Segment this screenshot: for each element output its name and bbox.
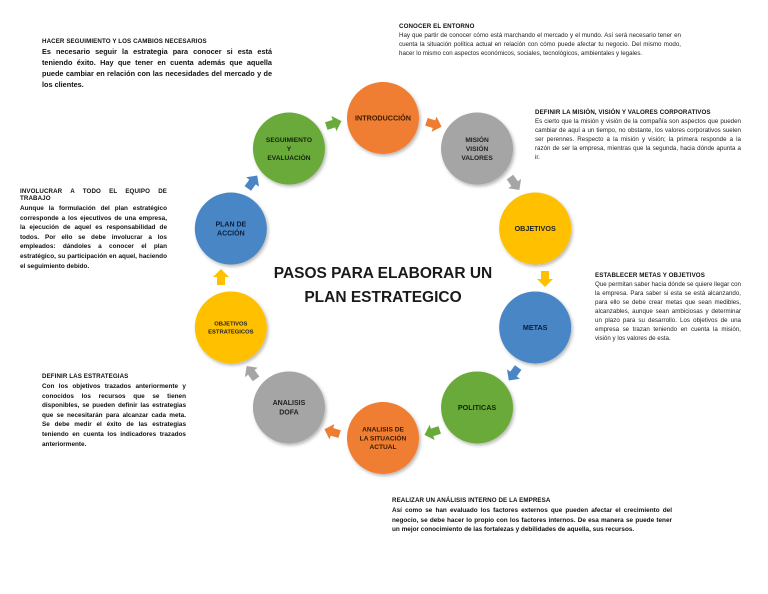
cycle-arrow-mision — [503, 172, 525, 194]
node-label-seguimiento-2: Y — [286, 145, 292, 153]
node-label-seguimiento-3: EVALUACIÓN — [267, 154, 311, 162]
node-plan-accion — [195, 193, 267, 265]
note-estrategias — [42, 373, 186, 449]
node-objetivos — [499, 193, 571, 265]
note-interno-body: Así como se han evaluado los factores externos que pueden afectar el crecimiento del negocio, se debe hacer lo propio con los factores internos. De esa manera se puede tener un mejor conocimiento de las fortalezas y debilidades de aquella, sus recursos. — [392, 507, 672, 534]
node-label-objetivos-estrategicos-2: ESTRATEGICOS — [208, 329, 254, 336]
note-mision-body: Es cierto que la misión y visión de la compañía son aspectos que pueden cambiar de aquí a un tiempo, no obstante, los valores corporativos suelen ser perennes. Respecto a la misión y visión; la primera responde a la razón de ser la empresa, mientras que la segunda, hacia dónde apunta a ir. — [535, 118, 741, 161]
node-analisis-situacion — [347, 402, 419, 474]
node-mision — [441, 113, 513, 185]
node-label-politicas-1: POLITICAS — [457, 402, 497, 412]
node-objetivos-estrategicos — [195, 291, 267, 363]
cycle-arrow-analisis-situacion — [322, 422, 342, 442]
node-label-metas-1: METAS — [522, 322, 548, 332]
note-estrategias-heading: DEFINIR LAS ESTRATEGIAS — [42, 373, 129, 380]
node-label-analisis-situacion-3: ACTUAL — [369, 444, 397, 452]
note-mision-heading: DEFINIR LA MISIÓN, VISIÓN Y VALORES CORPORATIVOS — [535, 109, 711, 116]
note-metas-body: Que permitan saber hacia dónde se quiere llegar con la empresa. Para saber si esta se está alcanzando, para ello se debe crear metas que sean medibles, alcanzables, aunque sean ambiciosas y determinar un plazo para su desarrollo. Los objetivos de una empresa se trazan teniendo en cuenta la misión, visión y los valores de esta. — [595, 281, 741, 342]
title-line-1: PASOS PARA ELABORAR UN — [273, 265, 493, 282]
note-interno — [392, 497, 672, 535]
node-label-mision-2: VISIÓN — [465, 145, 489, 153]
node-label-objetivos-1: OBJETIVOS — [514, 224, 556, 234]
note-involucrar-body: Aunque la formulación del plan estratégico corresponde a los ejecutivos de una empresa, la ejecución de aquel es responsabilidad de todos. Por ello se debe involucrar a los empleados: dándoles a conocer el plan estratégico, su participación en aquel, haciendo el seguimiento debido. — [20, 205, 167, 270]
cycle-arrow-plan-accion — [241, 171, 263, 193]
cycle-arrow-objetivos-estrategicos — [213, 269, 229, 285]
node-circle-plan-accion — [195, 193, 267, 265]
note-entorno-heading: CONOCER EL ENTORNO — [399, 23, 475, 30]
cycle-arrow-metas — [502, 363, 524, 385]
diagram-title — [274, 265, 492, 306]
node-label-seguimiento-1: SEGUIMIENTO — [265, 136, 312, 144]
node-analisis-dofa — [253, 371, 325, 443]
note-entorno — [399, 23, 681, 59]
node-seguimiento — [253, 113, 325, 185]
node-label-objetivos-estrategicos-1: OBJETIVOS — [214, 321, 248, 328]
node-label-mision-3: VALORES — [461, 154, 493, 162]
cycle-arrow-analisis-dofa — [240, 361, 262, 383]
node-label-introduccion-1: INTRODUCCIÓN — [355, 113, 411, 123]
node-circle-analisis-dofa — [253, 371, 325, 443]
note-metas-heading: ESTABLECER METAS Y OBJETIVOS — [595, 272, 705, 279]
node-label-plan-accion-2: ACCIÓN — [217, 230, 245, 238]
node-label-analisis-situacion-2: LA SITUACIÓN — [359, 435, 407, 443]
title-line-2: PLAN ESTRATEGICO — [304, 289, 462, 306]
cycle-arrow-politicas — [422, 422, 442, 442]
note-involucrar — [20, 188, 167, 271]
node-label-analisis-dofa-1: ANALISIS — [272, 400, 306, 408]
note-seguimiento — [42, 38, 272, 91]
node-metas — [499, 291, 571, 363]
note-interno-heading: REALIZAR UN ANÁLISIS INTERNO DE LA EMPRESA — [392, 497, 551, 504]
node-politicas — [441, 371, 513, 443]
note-entorno-body: Hay que partir de conocer cómo está marchando el mercado y el mundo. Así será necesario tener en cuenta la situación política actual en relación con cómo puede afectar tu negocio. Del mismo modo, hacer lo mismo con aspectos económicos, sociales, tecnológicos, ambientales y legales. — [399, 32, 681, 57]
note-seguimiento-heading: HACER SEGUIMIENTO Y LOS CAMBIOS NECESARIOS — [42, 38, 207, 45]
node-label-analisis-dofa-2: DOFA — [279, 409, 299, 417]
node-label-analisis-situacion-1: ANALISIS DE — [362, 426, 404, 434]
note-seguimiento-body: Es necesario seguir la estrategia para conocer si esta está teniendo éxito. Hay que tener en cuenta además que aquella puede cambiar en relación con las necesidades del mercado y de los clientes. — [42, 47, 272, 89]
cycle-arrow-seguimiento — [324, 114, 344, 134]
note-estrategias-body: Con los objetivos trazados anteriormente y conocidos los recursos que se tienen disponibles, se pueden definir las estrategias que se necesitarán para alcanzar cada meta. Se debe medir el éxito de las estrategias teniendo en cuenta los indicadores trazados anteriormente. — [42, 383, 186, 448]
node-label-plan-accion-1: PLAN DE — [215, 221, 247, 229]
note-mision — [535, 109, 741, 163]
cycle-arrow-objetivos — [537, 271, 553, 287]
cycle-arrow-introduccion — [424, 114, 444, 134]
note-involucrar-heading: INVOLUCRAR A TODO EL EQUIPO DE TRABAJO — [20, 188, 167, 202]
node-label-mision-1: MISIÓN — [465, 136, 489, 144]
note-metas — [595, 272, 741, 344]
node-introduccion — [347, 82, 419, 154]
